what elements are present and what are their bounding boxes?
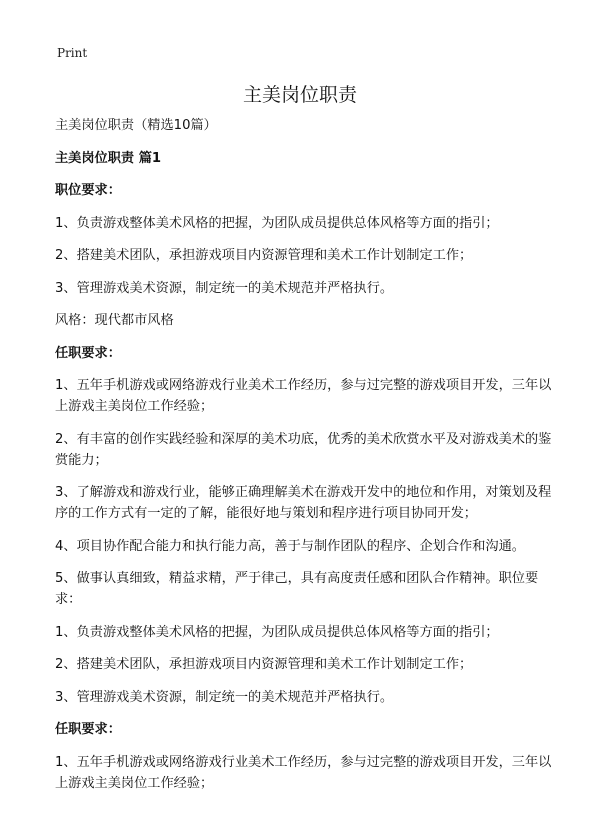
document-title: 主美岗位职责 — [242, 84, 357, 106]
print-link[interactable]: Print — [57, 46, 88, 60]
body-paragraph: 2、搭建美术团队，承担游戏项目内资源管理和美术工作计划制定工作； — [55, 657, 473, 672]
body-paragraph: 3、管理游戏美术资源，制定统一的美术规范并严格执行。 — [55, 689, 394, 705]
body-paragraph: 1、负责游戏整体美术风格的把握，为团队成员提供总体风格等方面的指引； — [55, 624, 499, 640]
section-heading: 任职要求： — [55, 345, 121, 361]
body-paragraph: 2、搭建美术团队，承担游戏项目内资源管理和美术工作计划制定工作； — [55, 248, 473, 263]
section-heading: 职位要求： — [55, 183, 121, 198]
body-paragraph: 4、项目协作配合能力和执行能力高，善于与制作团队的程序、企划合作和沟通。 — [55, 538, 525, 554]
document-body — [55, 115, 555, 805]
body-paragraph: 1、负责游戏整体美术风格的把握，为团队成员提供总体风格等方面的指引； — [55, 215, 499, 231]
body-paragraph: 3、管理游戏美术资源，制定统一的美术规范并严格执行。 — [55, 280, 394, 296]
section-heading: 主美岗位职责 篇1 — [55, 150, 162, 166]
body-paragraph: 1、五年手机游戏或网络游戏行业美术工作经历，参与过完整的游戏项目开发，三年以上游戏主美岗位工作经验； — [55, 754, 552, 791]
body-paragraph: 3、了解游戏和游戏行业，能够正确理解美术在游戏开发中的地位和作用，对策划及程序的工作方式有一定的了解，能很好地与策划和程序进行项目协同开发； — [55, 485, 552, 521]
body-paragraph: 1、五年手机游戏或网络游戏行业美术工作经历，参与过完整的游戏项目开发，三年以上游戏主美岗位工作经验； — [55, 378, 552, 414]
body-paragraph: 5、做事认真细致，精益求精，严于律己，具有高度责任感和团队合作精神。职位要求： — [55, 571, 539, 607]
body-paragraph: 风格：现代都市风格 — [55, 313, 174, 328]
body-paragraph: 2、有丰富的创作实践经验和深厚的美术功底，优秀的美术欣赏水平及对游戏美术的鉴赏能力； — [55, 431, 552, 468]
document-subtitle: 主美岗位职责（精选10篇） — [55, 118, 217, 133]
section-heading: 任职要求： — [55, 722, 121, 737]
